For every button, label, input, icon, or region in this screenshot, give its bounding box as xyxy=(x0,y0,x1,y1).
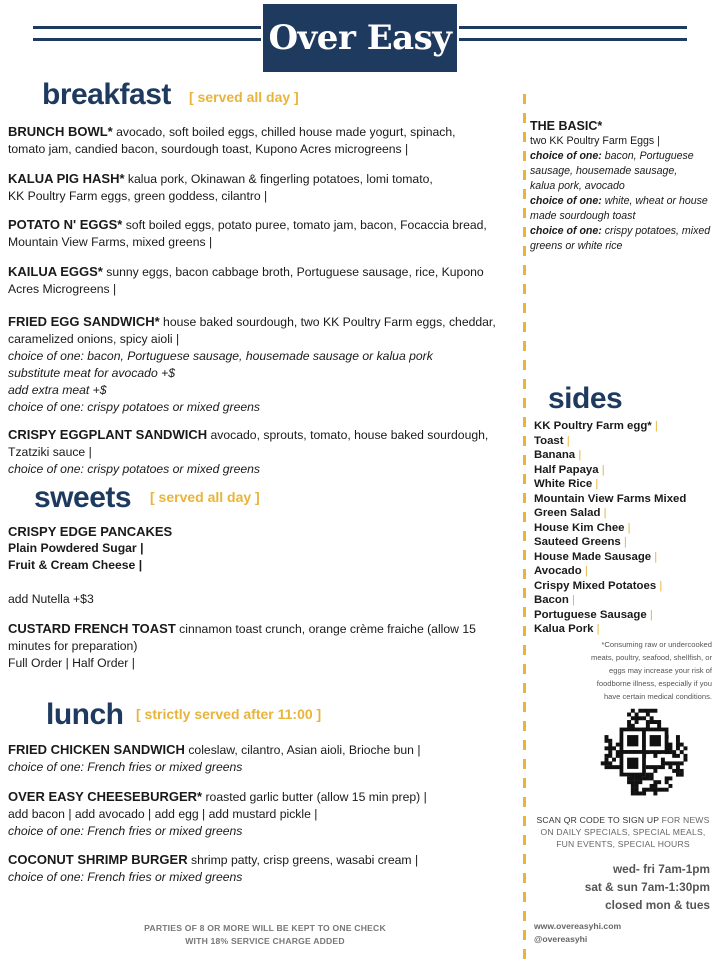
divider-dash xyxy=(523,683,526,693)
menu-item-over-easy-cheeseburger: OVER EASY CHEESEBURGER* roasted garlic butter (allow 15 min prep) | add bacon | add avocado | add egg | add mustard pickle | choice of one: French fries or mixed greens xyxy=(8,789,427,838)
qr-signup-text: SCAN QR CODE TO SIGN UP FOR NEWS ON DAILY SPECIALS, SPECIAL MEALS, FUN EVENTS, SPECIAL HOURS xyxy=(536,815,710,849)
divider-dash xyxy=(523,360,526,370)
divider-dash xyxy=(523,569,526,579)
divider-dash xyxy=(523,550,526,560)
divider-dash xyxy=(523,341,526,351)
divider-dash xyxy=(523,854,526,864)
divider-dash xyxy=(523,493,526,503)
divider-dash xyxy=(523,436,526,446)
header-rule-left-bottom xyxy=(33,38,261,41)
website-link[interactable]: www.overeasyhi.com xyxy=(534,921,622,931)
divider-dash xyxy=(523,531,526,541)
side-item: Portuguese Sausage | xyxy=(534,608,653,621)
menu-item-crispy-edge-pancakes: CRISPY EDGE PANCAKES Plain Powdered Sugar | Fruit & Cream Cheese | xyxy=(8,524,173,572)
side-item: White Rice | xyxy=(534,478,599,490)
menu-item-custard-french-toast: CUSTARD FRENCH TOAST cinnamon toast crunch, orange crème fraiche (allow 15 minutes for preparation) Full Order | Half Order | xyxy=(8,621,476,670)
breakfast-title: breakfast xyxy=(42,78,171,111)
side-item: Green Salad | xyxy=(534,507,607,519)
divider-dash xyxy=(523,740,526,750)
divider-dash xyxy=(523,379,526,389)
side-item: House Kim Chee | xyxy=(534,521,631,534)
divider-dash xyxy=(523,322,526,332)
divider-dash xyxy=(523,94,526,104)
side-item: Sauteed Greens | xyxy=(534,536,627,548)
opening-hours: wed- fri 7am-1pm sat & sun 7am-1:30pm closed mon & tues xyxy=(584,862,710,912)
divider-dash xyxy=(523,208,526,218)
divider-dash xyxy=(523,816,526,826)
divider-dash xyxy=(523,930,526,940)
divider-dash xyxy=(523,645,526,655)
divider-dash xyxy=(523,246,526,256)
social-handle[interactable]: @overeasyhi xyxy=(534,934,588,944)
divider-dash xyxy=(523,474,526,484)
divider-dash xyxy=(523,170,526,180)
pancakes-addon: add Nutella +$3 xyxy=(8,592,94,606)
footer-notice: PARTIES OF 8 OR MORE WILL BE KEPT TO ONE CHECK WITH 18% SERVICE CHARGE ADDED xyxy=(144,923,386,946)
menu-item-the-basic: THE BASIC* two KK Poultry Farm Eggs | choice of one: bacon, Portuguese sausage, housemade sausage, kalua pork, avocado choice of one: white, wheat or house made sourdough toast choice of one: crispy potatoes, mixed greens or white rice xyxy=(530,119,711,252)
divider-dash xyxy=(523,892,526,902)
side-item: Avocado | xyxy=(534,565,588,577)
divider-dash xyxy=(523,284,526,294)
side-item: Bacon | xyxy=(534,594,575,606)
divider-dash xyxy=(523,588,526,598)
contact-links xyxy=(534,920,621,946)
menu-item-potato-n-eggs: POTATO N' EGGS* soft boiled eggs, potato puree, tomato jam, bacon, Focaccia bread, Mountain View Farms, mixed greens | xyxy=(8,217,487,249)
menu-item-fried-chicken-sandwich: FRIED CHICKEN SANDWICH coleslaw, cilantro, Asian aioli, Brioche bun | choice of one: French fries or mixed greens xyxy=(8,742,421,774)
side-item: Toast | xyxy=(534,434,570,447)
header-rule-right-top xyxy=(459,26,687,29)
breakfast-note: [ served all day ] xyxy=(189,89,299,105)
logo xyxy=(263,4,457,72)
divider-dash xyxy=(523,189,526,199)
divider-dash xyxy=(523,512,526,522)
sweets-title: sweets xyxy=(34,481,132,514)
divider-dash xyxy=(523,151,526,161)
divider-dash xyxy=(523,303,526,313)
divider-dash xyxy=(523,455,526,465)
lunch-title: lunch xyxy=(46,698,124,731)
logo-text: Over Easy xyxy=(268,18,452,58)
divider-dash xyxy=(523,132,526,142)
divider-dash xyxy=(523,759,526,769)
divider-dash xyxy=(523,873,526,883)
menu-item-fried-egg-sandwich: FRIED EGG SANDWICH* house baked sourdough, two KK Poultry Farm eggs, cheddar, caramelized onions, spicy aioli | choice of one: bacon, Portuguese sausage, housemade sausage or kalua pork substitute meat for avocado +$ add extra meat +$ choice of one: crispy potatoes or mixed greens xyxy=(8,314,496,414)
divider-dash xyxy=(523,664,526,674)
side-item: Banana | xyxy=(534,449,582,461)
menu-item-kailua-eggs: KAILUA EGGS* sunny eggs, bacon cabbage broth, Portuguese sausage, rice, Kupono Acres Microgreens | xyxy=(8,264,484,296)
divider-dash xyxy=(523,911,526,921)
menu-item-kalua-pig-hash: KALUA PIG HASH* kalua pork, Okinawan & fingerling potatoes, lomi tomato, KK Poultry Farm eggs, green goddess, cilantro | xyxy=(8,171,433,203)
side-item: House Made Sausage | xyxy=(534,550,658,563)
divider-dash xyxy=(523,227,526,237)
qr-code-icon[interactable] xyxy=(597,705,691,799)
side-item: Crispy Mixed Potatoes | xyxy=(534,579,663,592)
divider-dash xyxy=(523,113,526,123)
divider-dash xyxy=(523,265,526,275)
divider-dash xyxy=(523,626,526,636)
divider-dash xyxy=(523,607,526,617)
lunch-note: [ strictly served after 11:00 ] xyxy=(136,706,322,722)
sides-list xyxy=(534,419,720,637)
header-rule-left-top xyxy=(33,26,261,29)
menu-item-brunch-bowl: BRUNCH BOWL* avocado, soft boiled eggs, chilled house made yogurt, spinach, tomato jam, candied bacon, sourdough toast, Kupono Acres microgreens | xyxy=(8,124,456,156)
sweets-note: [ served all day ] xyxy=(150,489,260,505)
divider-dash xyxy=(523,721,526,731)
menu-item-coconut-shrimp-burger: COCONUT SHRIMP BURGER shrimp patty, crisp greens, wasabi cream | choice of one: French fries or mixed greens xyxy=(8,852,419,884)
divider-dash xyxy=(523,949,526,959)
side-item: Half Papaya | xyxy=(534,463,605,476)
menu-item-crispy-eggplant-sandwich: CRISPY EGGPLANT SANDWICH avocado, sprouts, tomato, house baked sourdough, Tzatziki sauce | choice of one: crispy potatoes or mixed greens xyxy=(8,427,489,476)
side-item: Kalua Pork | xyxy=(534,623,600,635)
sides-title: sides xyxy=(548,382,623,415)
divider-dash xyxy=(523,398,526,408)
divider-dash xyxy=(523,797,526,807)
side-item: KK Poultry Farm egg* | xyxy=(534,420,658,432)
divider-dash xyxy=(523,702,526,712)
food-safety-disclaimer: *Consuming raw or undercooked meats, poultry, seafood, shellfish, or eggs may increase your risk of foodborne illness, especially if you have certain medical conditions. xyxy=(591,640,712,701)
header-rule-right-bottom xyxy=(459,38,687,41)
divider-dash xyxy=(523,778,526,788)
side-item: Mountain View Farms Mixed xyxy=(534,492,687,505)
divider-dash xyxy=(523,835,526,845)
divider-dash xyxy=(523,417,526,427)
